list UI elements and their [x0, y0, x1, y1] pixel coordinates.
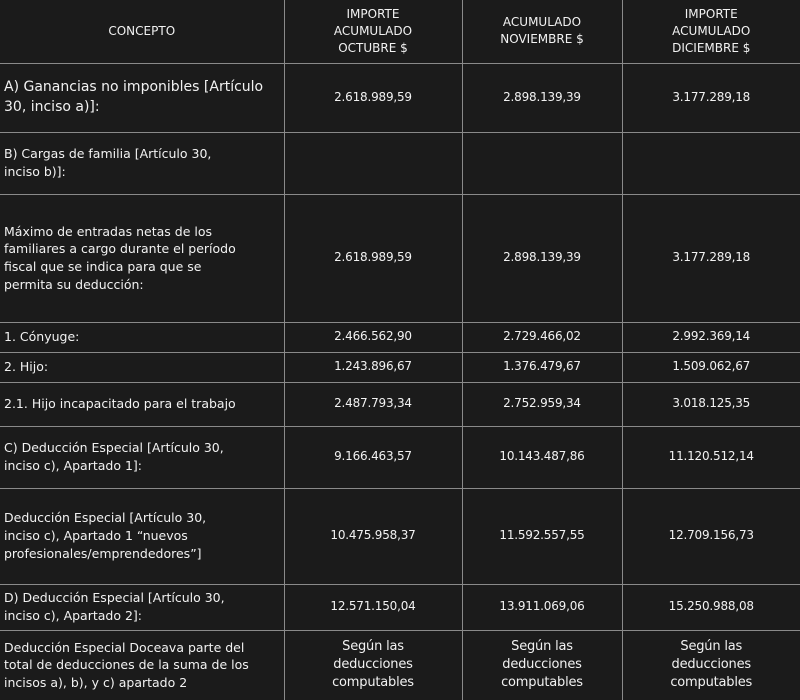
row-noviembre: 10.143.487,86: [462, 426, 622, 488]
table-header-row: [0, 0, 800, 63]
row-noviembre: 13.911.069,06: [462, 584, 622, 630]
header-concepto: CONCEPTO: [0, 0, 284, 63]
table-row: [0, 382, 800, 426]
row-concepto: Máximo de entradas netas de los familiares a cargo durante el período fiscal que se indica para que se permita su deducción:: [0, 194, 284, 322]
row-concepto: D) Deducción Especial [Artículo 30, inciso c), Apartado 2]:: [0, 584, 284, 630]
row-noviembre: 2.729.466,02: [462, 322, 622, 352]
row-noviembre: 2.898.139,39: [462, 194, 622, 322]
row-diciembre: 3.177.289,18: [622, 63, 800, 132]
header-octubre: IMPORTE ACUMULADO OCTUBRE $: [284, 0, 462, 63]
row-octubre: 1.243.896,67: [284, 352, 462, 382]
row-noviembre: 2.898.139,39: [462, 63, 622, 132]
row-concepto: A) Ganancias no imponibles [Artículo 30, inciso a)]:: [0, 63, 284, 132]
row-concepto: 2.1. Hijo incapacitado para el trabajo: [0, 382, 284, 426]
row-octubre: 10.475.958,37: [284, 488, 462, 584]
row-diciembre: 12.709.156,73: [622, 488, 800, 584]
row-concepto: 1. Cónyuge:: [0, 322, 284, 352]
row-octubre: [284, 132, 462, 194]
row-octubre: 12.571.150,04: [284, 584, 462, 630]
header-noviembre: ACUMULADO NOVIEMBRE $: [462, 0, 622, 63]
table-row: [0, 630, 800, 700]
row-diciembre: 3.018.125,35: [622, 382, 800, 426]
row-octubre: 2.466.562,90: [284, 322, 462, 352]
row-noviembre: 11.592.557,55: [462, 488, 622, 584]
row-noviembre: [462, 132, 622, 194]
row-octubre: 2.487.793,34: [284, 382, 462, 426]
row-octubre: Según las deducciones computables: [284, 630, 462, 700]
table-row: [0, 132, 800, 194]
row-octubre: 2.618.989,59: [284, 63, 462, 132]
table-row: [0, 488, 800, 584]
row-octubre: 2.618.989,59: [284, 194, 462, 322]
row-diciembre: 2.992.369,14: [622, 322, 800, 352]
row-noviembre: Según las deducciones computables: [462, 630, 622, 700]
table-row: [0, 63, 800, 132]
table-row: [0, 426, 800, 488]
row-diciembre: 15.250.988,08: [622, 584, 800, 630]
row-concepto: 2. Hijo:: [0, 352, 284, 382]
row-diciembre: [622, 132, 800, 194]
row-concepto: C) Deducción Especial [Artículo 30, inciso c), Apartado 1]:: [0, 426, 284, 488]
table-row: [0, 584, 800, 630]
row-diciembre: 1.509.062,67: [622, 352, 800, 382]
row-octubre: 9.166.463,57: [284, 426, 462, 488]
table-row: [0, 194, 800, 322]
row-concepto: Deducción Especial [Artículo 30, inciso c), Apartado 1 “nuevos profesionales/emprendedores”]: [0, 488, 284, 584]
row-diciembre: 11.120.512,14: [622, 426, 800, 488]
table-row: [0, 352, 800, 382]
row-concepto: B) Cargas de familia [Artículo 30, inciso b)]:: [0, 132, 284, 194]
row-diciembre: Según las deducciones computables: [622, 630, 800, 700]
header-diciembre: IMPORTE ACUMULADO DICIEMBRE $: [622, 0, 800, 63]
row-noviembre: 1.376.479,67: [462, 352, 622, 382]
table-row: [0, 322, 800, 352]
row-diciembre: 3.177.289,18: [622, 194, 800, 322]
row-noviembre: 2.752.959,34: [462, 382, 622, 426]
row-concepto: Deducción Especial Doceava parte del total de deducciones de la suma de los incisos a), b), y c) apartado 2: [0, 630, 284, 700]
